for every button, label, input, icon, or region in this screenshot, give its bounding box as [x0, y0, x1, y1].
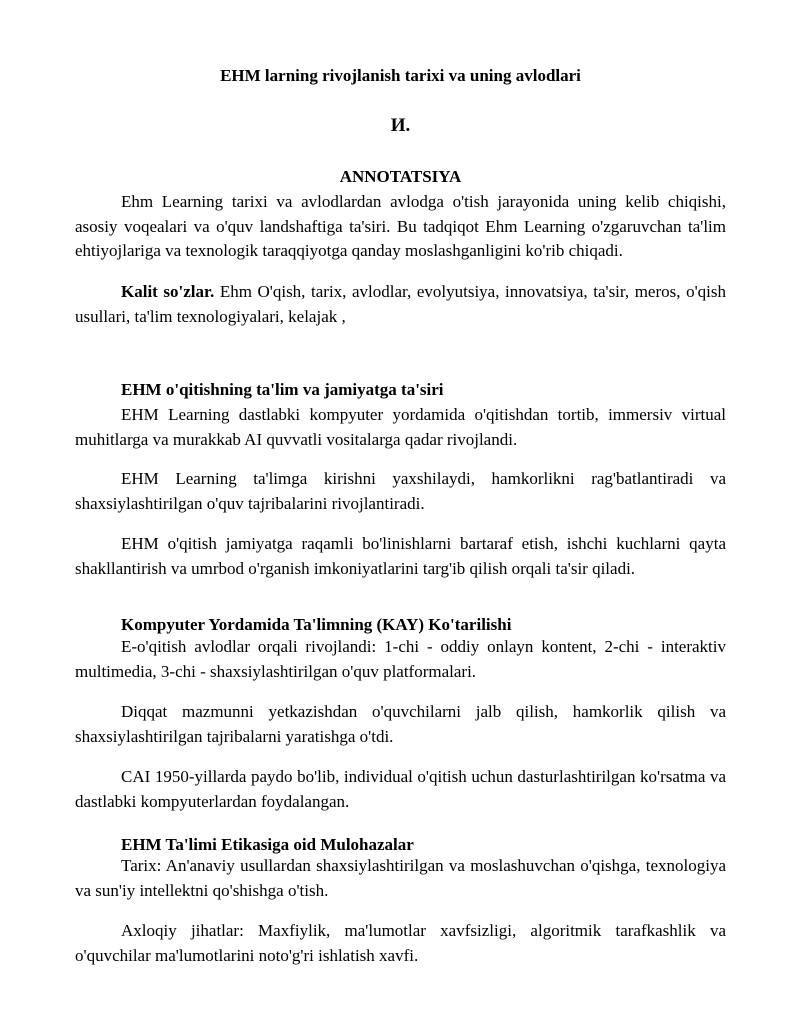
section-paragraph: Axloqiy jihatlar: Maxfiylik, ma'lumotlar xavfsizligi, algoritmik tarafkashlik va o'quvchilar ma'lumotlarini noto'g'ri ishlatish xavfi.: [75, 921, 726, 965]
keywords-paragraph: [75, 280, 726, 329]
document-title: EHM larning rivojlanish tarixi va uning avlodlari: [220, 66, 581, 85]
section-heading-impact: EHM o'qitishning ta'lim va jamiyatga ta'siri: [121, 380, 444, 399]
section-paragraph: E-o'qitish avlodlar orqali rivojlandi: 1-chi - oddiy onlayn kontent, 2-chi - interaktiv multimedia, 3-chi - shaxsiylashtirilgan o'quv platformalari.: [75, 637, 726, 681]
section-paragraph: EHM Learning dastlabki kompyuter yordamida o'qitishdan tortib, immersiv virtual muhitlarga va murakkab AI quvvatli vositalarga qadar rivojlandi.: [75, 405, 726, 449]
section-paragraph: EHM o'qitish jamiyatga raqamli bo'linishlarni bartaraf etish, ishchi kuchlarni qayta shakllantirish va umrbod o'rganish imkoniyatlarini targ'ib qilish orqali ta'sir qiladi.: [75, 534, 726, 578]
annotation-paragraph: Ehm Learning tarixi va avlodlardan avlodga o'tish jarayonida uning kelib chiqishi, asosiy voqealari va o'quv landshaftiga ta'siri. Bu tadqiqot Ehm Learning o'zgaruvchan ta'lim ehtiyojlariga va texnologik taraqqiyotga qanday moslashganligini ko'rib chiqadi.: [75, 192, 726, 260]
section-paragraph: CAI 1950-yillarda paydo bo'lib, individual o'qitish uchun dasturlashtirilgan ko'rsatma va dastlabki kompyuterlardan foydalangan.: [75, 767, 726, 811]
section-paragraph: Diqqat mazmunni yetkazishdan o'quvchilarni jalb qilish, hamkorlik qilish va shaxsiylashtirilgan tajribalarni yaratishga o'tdi.: [75, 702, 726, 746]
section-paragraph: Tarix: An'anaviy usullardan shaxsiylashtirilgan va moslashuvchan o'qishga, texnologiya va sun'iy intellektni qo'shishga o'tish.: [75, 856, 726, 900]
keywords-label: Kalit so'zlar.: [121, 282, 215, 301]
section-heading-cai: Kompyuter Yordamida Ta'limning (KAY) Ko'tarilishi: [121, 615, 512, 634]
section-paragraph: EHM Learning ta'limga kirishni yaxshilaydi, hamkorlikni rag'batlantiradi va shaxsiylashtirilgan o'quv tajribalarini rivojlantiradi.: [75, 469, 726, 513]
annotation-heading: ANNOTATSIYA: [339, 167, 462, 186]
document-page: [75, 0, 726, 1035]
section-heading-ethics: EHM Ta'limi Etikasiga oid Mulohazalar: [121, 835, 414, 854]
keywords-text: Ehm O'qish, tarix, avlodlar, evolyutsiya, innovatsiya, ta'sir, meros, o'qish usullari, ta'lim texnologiyalari, kelajak ,: [75, 282, 726, 326]
author-mark: И.: [390, 115, 411, 136]
